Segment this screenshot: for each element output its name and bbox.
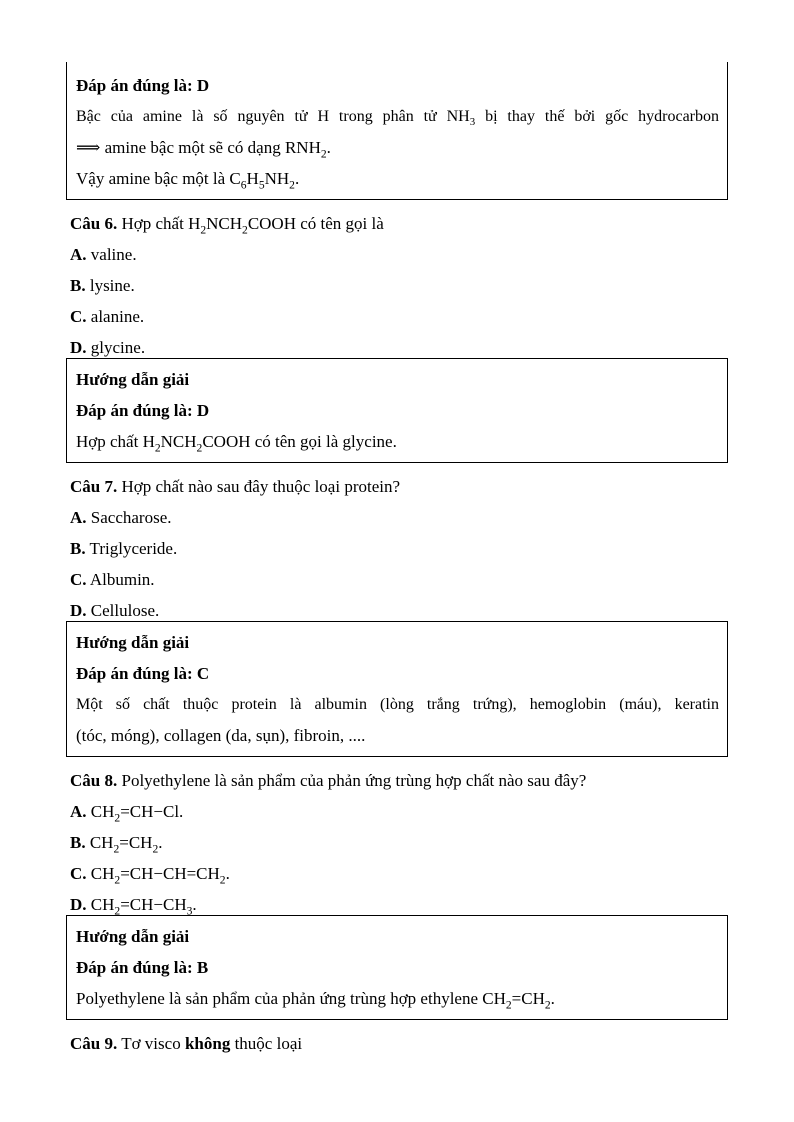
option-a — [70, 502, 728, 533]
solution-text-line: Bậc của amine là số nguyên tử H trong phân tử $NH_3$ bị thay thế bởi gốc hydrocarbon — [76, 108, 720, 129]
option-b — [70, 827, 728, 858]
solution-text-line: Hợp chất $H_2NCH_2COOH$ có tên gọi là glycine. — [76, 432, 397, 455]
option-text: $CH_2=CH-CH=CH_2$. — [90, 864, 230, 887]
option-letter: B. — [70, 833, 86, 852]
question-8 — [66, 765, 728, 920]
option-text: Saccharose. — [90, 508, 172, 527]
solution-answer: Đáp án đúng là: D — [76, 76, 210, 95]
option-letter: B. — [70, 539, 86, 558]
option-text: $CH_2=CH_2$. — [89, 833, 163, 856]
option-letter: C. — [70, 570, 87, 589]
question-text: Tơ visco không thuộc loại — [121, 1034, 303, 1053]
option-b — [70, 270, 728, 301]
question-6 — [66, 208, 728, 363]
option-c — [70, 564, 728, 595]
option-c — [70, 858, 728, 889]
solution-box-q6 — [66, 358, 728, 463]
option-a — [70, 796, 728, 827]
solution-box-carryover — [66, 62, 728, 200]
solution-heading: Hướng dẫn giải — [76, 927, 190, 946]
option-text: Albumin. — [89, 570, 155, 589]
option-text: $CH_2=CH-Cl$. — [90, 802, 184, 825]
option-text: glycine. — [90, 338, 146, 357]
question-stem — [70, 471, 728, 502]
option-text: Cellulose. — [90, 601, 160, 620]
question-text: Hợp chất nào sau đây thuộc loại protein? — [121, 477, 401, 496]
option-letter: A. — [70, 245, 87, 264]
solution-answer: Đáp án đúng là: C — [76, 664, 210, 683]
solution-box-q7 — [66, 621, 728, 757]
question-number: Câu 8. — [70, 771, 118, 790]
solution-heading: Hướng dẫn giải — [76, 633, 190, 652]
option-letter: D. — [70, 895, 87, 914]
option-text: alanine. — [90, 307, 145, 326]
question-7 — [66, 471, 728, 626]
solution-text-line: Polyethylene là sản phẩm của phản ứng trùng hợp ethylene $CH_2=CH_2$. — [76, 989, 555, 1012]
option-a — [70, 239, 728, 270]
option-letter: B. — [70, 276, 86, 295]
solution-box-q8 — [66, 915, 728, 1020]
question-stem — [70, 208, 728, 239]
question-text: Polyethylene là sản phẩm của phản ứng trùng hợp chất nào sau đây? — [121, 771, 587, 790]
question-9 — [66, 1028, 728, 1059]
question-number: Câu 9. — [70, 1034, 118, 1053]
question-stem — [70, 765, 728, 796]
option-letter: C. — [70, 864, 87, 883]
option-letter: A. — [70, 802, 87, 821]
option-b — [70, 533, 728, 564]
option-letter: C. — [70, 307, 87, 326]
question-text: Hợp chất $H_2NCH_2COOH$ có tên gọi là — [121, 214, 384, 237]
option-letter: D. — [70, 601, 87, 620]
option-text: $CH_2=CH-CH_3$. — [90, 895, 197, 918]
option-letter: A. — [70, 508, 87, 527]
question-number: Câu 7. — [70, 477, 118, 496]
option-letter: D. — [70, 338, 87, 357]
question-number: Câu 6. — [70, 214, 118, 233]
solution-text-line: ⟹ amine bậc một sẽ có dạng $RNH_2$. — [76, 138, 331, 161]
solution-text-line: Vậy amine bậc một là $C_6H_5NH_2$. — [76, 169, 300, 192]
solution-answer: Đáp án đúng là: B — [76, 958, 209, 977]
option-text: lysine. — [89, 276, 135, 295]
option-text: Triglyceride. — [89, 539, 178, 558]
solution-text-line: (tóc, móng), collagen (da, sụn), fibroin, .... — [76, 726, 366, 745]
solution-heading: Hướng dẫn giải — [76, 370, 190, 389]
option-text: valine. — [90, 245, 137, 264]
solution-answer: Đáp án đúng là: D — [76, 401, 210, 420]
option-c — [70, 301, 728, 332]
solution-text-line: Một số chất thuộc protein là albumin (lòng trắng trứng), hemoglobin (máu), keratin — [76, 696, 719, 713]
